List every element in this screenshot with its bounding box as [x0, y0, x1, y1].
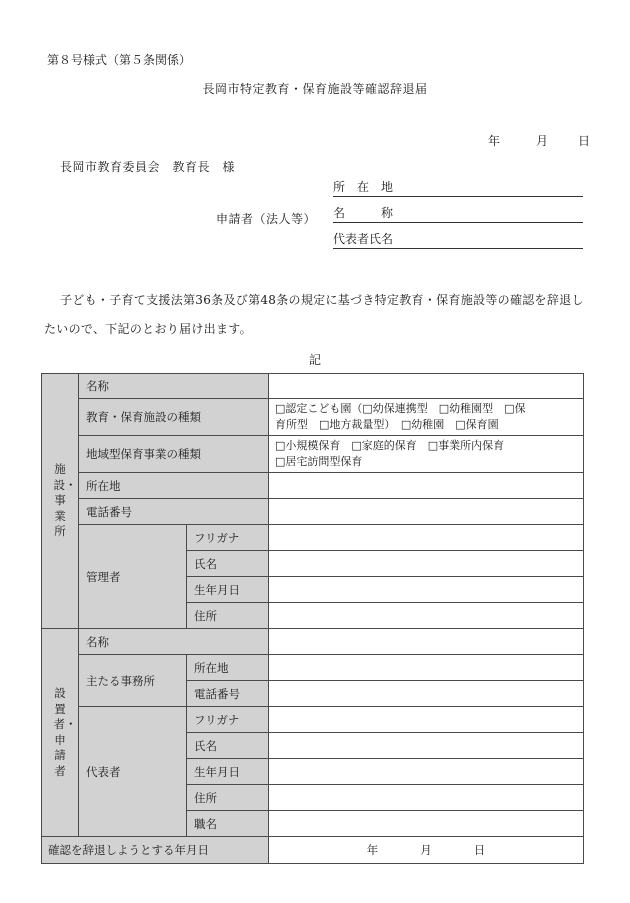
manager-address-input[interactable]: [269, 603, 584, 629]
submission-date: [488, 132, 590, 149]
applicant-address-field[interactable]: [333, 180, 583, 197]
manager-furigana-label: フリガナ: [187, 525, 269, 551]
section-facility-title: 施設・事業所: [42, 374, 79, 629]
manager-name-label: 氏名: [187, 551, 269, 577]
manager-name-input[interactable]: [269, 551, 584, 577]
regional-type-options[interactable]: [269, 436, 584, 473]
rep-address-input[interactable]: [269, 785, 584, 811]
withdraw-date-input[interactable]: [269, 837, 584, 864]
body-paragraph: 子ども・子育て支援法第36条及び第48条の規定に基づき特定教育・保育施設等の確認を辞退したいので、下記のとおり届け出ます。: [44, 293, 584, 336]
withdraw-month: 月: [420, 843, 432, 857]
applicant-representative-field[interactable]: [333, 232, 583, 249]
applicant-label: 申請者（法人等）: [216, 212, 317, 226]
withdraw-year: 年: [366, 843, 379, 857]
facility-type-label: 教育・保育施設の種類: [79, 399, 269, 436]
date-month: 月: [536, 134, 549, 148]
rep-position-label: 職名: [187, 811, 269, 837]
details-table: [41, 373, 584, 864]
facility-location-label: 所在地: [79, 473, 269, 499]
facility-phone-input[interactable]: [269, 499, 584, 525]
form-number: 第８号様式（第５条関係）: [47, 53, 192, 67]
manager-birthdate-label: 生年月日: [187, 577, 269, 603]
applicant-name-field[interactable]: [333, 206, 583, 223]
applicant-name-table-label: 名称: [79, 629, 269, 655]
date-day: 日: [578, 134, 591, 148]
rep-furigana-label: フリガナ: [187, 707, 269, 733]
main-office-label: 主たる事務所: [79, 655, 187, 707]
facility-type-options[interactable]: [269, 399, 584, 436]
facility-phone-label: 電話番号: [79, 499, 269, 525]
withdraw-date-label: 確認を辞退しようとする年月日: [42, 837, 269, 864]
rep-name-input[interactable]: [269, 733, 584, 759]
regional-type-label: 地域型保育事業の種類: [79, 436, 269, 473]
ki-heading: 記: [308, 353, 321, 367]
facility-options-line2: 育所型 □地方裁量型） □幼稚園 □保育園: [275, 418, 499, 431]
applicant-name-label: 名 称: [333, 206, 394, 220]
facility-location-input[interactable]: [269, 473, 584, 499]
withdraw-day: 日: [473, 843, 486, 857]
office-phone-input[interactable]: [269, 681, 584, 707]
manager-birthdate-input[interactable]: [269, 577, 584, 603]
document-title: 長岡市特定教育・保育施設等確認辞退届: [202, 82, 428, 96]
rep-birthdate-input[interactable]: [269, 759, 584, 785]
regional-options-line1: □小規模保育 □家庭的保育 □事業所内保育: [275, 439, 505, 452]
manager-label: 管理者: [79, 525, 187, 629]
date-year: 年: [488, 134, 501, 148]
section-applicant-title: 設置者・申請者: [42, 629, 79, 837]
facility-name-input[interactable]: [269, 374, 584, 399]
office-location-input[interactable]: [269, 655, 584, 681]
rep-position-input[interactable]: [269, 811, 584, 837]
regional-options-line2: □居宅訪問型保育: [275, 455, 363, 468]
facility-name-label: 名称: [79, 374, 269, 399]
applicant-name-input[interactable]: [269, 629, 584, 655]
rep-birthdate-label: 生年月日: [187, 759, 269, 785]
rep-furigana-input[interactable]: [269, 707, 584, 733]
manager-furigana-input[interactable]: [269, 525, 584, 551]
office-phone-label: 電話番号: [187, 681, 269, 707]
addressee: 長岡市教育委員会 教育長 様: [60, 160, 236, 174]
applicant-address-label: 所 在 地: [333, 180, 394, 194]
applicant-representative-label: 代表者氏名: [333, 232, 394, 246]
facility-options-line1: □認定こども園（□幼保連携型 □幼稚園型 □保: [275, 402, 526, 415]
representative-label: 代表者: [79, 707, 187, 837]
rep-address-label: 住所: [187, 785, 269, 811]
office-location-label: 所在地: [187, 655, 269, 681]
rep-name-label: 氏名: [187, 733, 269, 759]
manager-address-label: 住所: [187, 603, 269, 629]
